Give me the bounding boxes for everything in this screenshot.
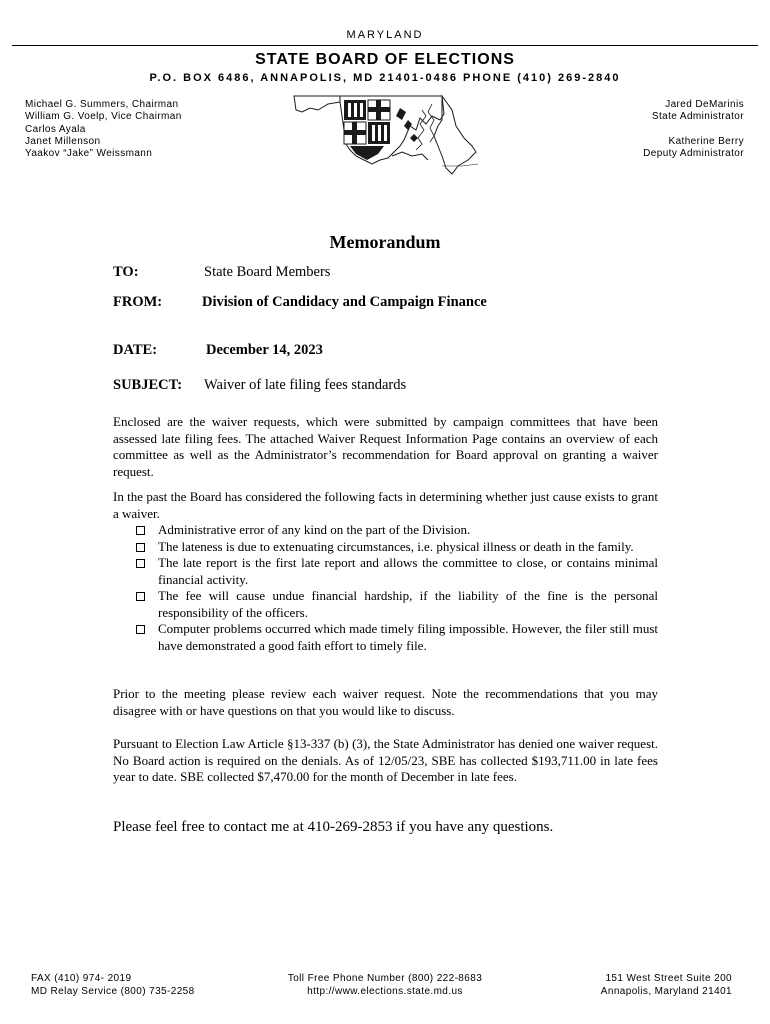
- checkbox-square-icon: [136, 625, 145, 634]
- letterhead-board-name: STATE BOARD OF ELECTIONS: [255, 51, 515, 68]
- checkbox-square-icon: [136, 559, 145, 568]
- checkbox-square-icon: [136, 526, 145, 535]
- board-member: Yaakov “Jake” Weissmann: [25, 148, 153, 160]
- footer-website[interactable]: http://www.elections.state.md.us: [307, 985, 463, 997]
- letterhead-state: MARYLAND: [346, 29, 424, 41]
- letterhead-address: P.O. BOX 6486, ANNAPOLIS, MD 21401-0486 PHONE (410) 269-2840: [149, 72, 621, 84]
- state-administrator-name: Jared DeMarinis: [665, 99, 744, 110]
- body-paragraph-review: Prior to the meeting please review each waiver request. Note the recommendations that you may disagree with or have questions on that you would like to discuss.: [113, 686, 658, 718]
- board-member: Carlos Ayala: [25, 123, 86, 135]
- deputy-administrator-name: Katherine Berry: [668, 135, 744, 147]
- subject-label: SUBJECT:: [113, 377, 183, 393]
- footer-address-block: [601, 973, 732, 998]
- footer-city: Annapolis, Maryland 21401: [600, 985, 732, 997]
- footer-fax: FAX (410) 974- 2019: [31, 973, 132, 984]
- letterhead-divider: [12, 45, 758, 46]
- body-paragraph-criteria: In the past the Board has considered the following facts in determining whether just cause exists to grant a waiver.: [113, 489, 658, 521]
- checkbox-square-icon: [136, 543, 145, 552]
- list-item: Computer problems occurred which made timely filing impossible. However, the filer still must have demonstrated a good faith effort to timely file.: [136, 621, 658, 654]
- list-item: The late report is the first late report and allows the committee to close, or contains minimal financial activity.: [136, 555, 658, 588]
- state-administrator-title: State Administrator: [651, 111, 744, 123]
- board-member: William G. Voelp, Vice Chairman: [25, 111, 182, 123]
- administrators-block: [643, 99, 744, 160]
- date-label: DATE:: [113, 342, 158, 358]
- footer-street: 151 West Street Suite 200: [605, 973, 732, 984]
- memo-title: Memorandum: [329, 232, 441, 252]
- list-item: Administrative error of any kind on the part of the Division.: [136, 522, 658, 539]
- body-paragraph-enclosed: Enclosed are the waiver requests, which were submitted by campaign committees that have been assessed late filing fees. The attached Waiver Request Information Page contains an overview of each committee as well as the Administrator’s recommendation for Board approval on granting a waiver request.: [113, 414, 658, 479]
- footer-relay: MD Relay Service (800) 735-2258: [31, 985, 195, 997]
- to-label: TO:: [113, 264, 139, 280]
- subject-value: Waiver of late filing fees standards: [204, 377, 407, 393]
- footer-toll-free: Toll Free Phone Number (800) 222-8683: [287, 973, 483, 984]
- board-member: Michael G. Summers, Chairman: [25, 99, 179, 110]
- checkbox-square-icon: [136, 592, 145, 601]
- to-value: State Board Members: [204, 264, 331, 280]
- waiver-criteria-list: [136, 522, 658, 654]
- from-label: FROM:: [113, 294, 163, 310]
- deputy-administrator-title: Deputy Administrator: [643, 148, 744, 160]
- from-value: Division of Candidacy and Campaign Finance: [202, 294, 487, 310]
- board-member: Janet Millenson: [25, 135, 101, 147]
- body-paragraph-denials: Pursuant to Election Law Article §13-337 (b) (3), the State Administrator has denied one waiver request. No Board action is required on the denials. As of 12/05/23, SBE has collected $193,711.00 in late fees year to date. SBE collected $7,470.00 for the month of December in late fees.: [113, 736, 658, 784]
- list-item: The fee will cause undue financial hardship, if the liability of the fine is the personal responsibility of the officers.: [136, 588, 658, 621]
- list-item: The lateness is due to extenuating circumstances, i.e. physical illness or death in the family.: [136, 539, 658, 556]
- contact-line: Please feel free to contact me at 410-269-2853 if you have any questions.: [113, 819, 554, 835]
- date-value: December 14, 2023: [206, 342, 323, 358]
- board-members-list: [25, 99, 182, 160]
- maryland-flag-map-icon: [292, 90, 478, 176]
